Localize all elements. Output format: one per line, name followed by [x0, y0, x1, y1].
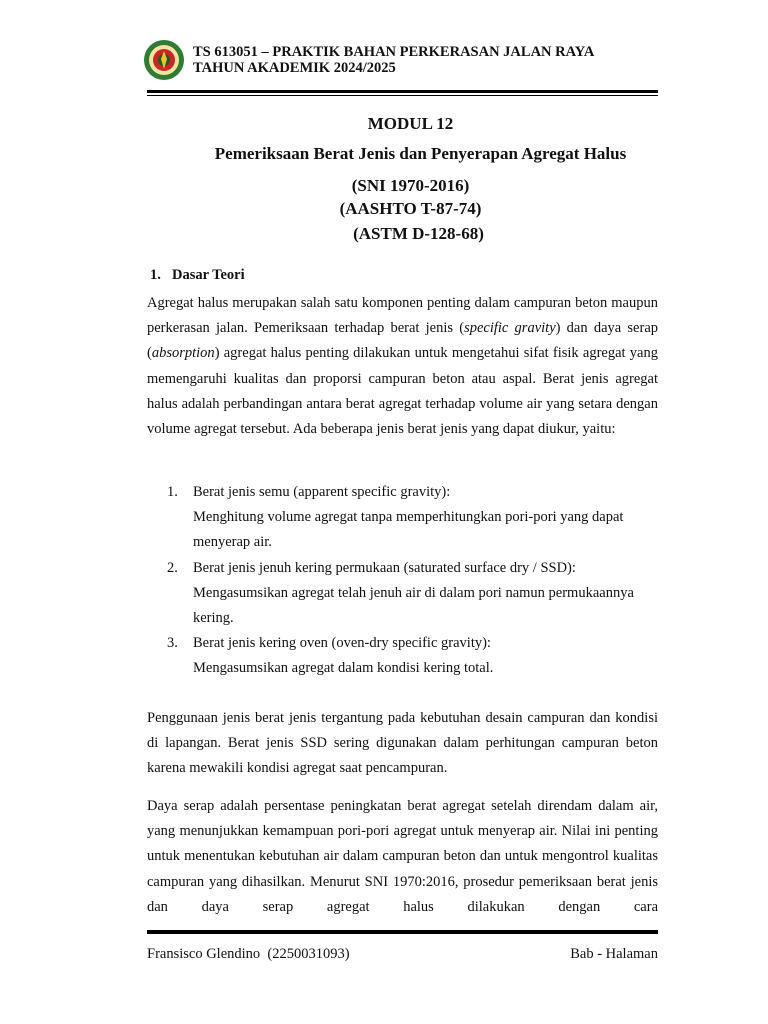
list-number: 2.	[167, 559, 178, 576]
theory-paragraph-1	[147, 291, 658, 442]
document-header	[143, 38, 658, 82]
module-title: Pemeriksaan Berat Jenis dan Penyerapan Agregat Halus	[214, 144, 627, 163]
section-number: 1.	[150, 267, 161, 283]
footer-author: Fransisco Glendino (2250031093)	[147, 946, 350, 962]
module-number: MODUL 12	[367, 114, 454, 133]
list-item	[167, 556, 658, 632]
list-item	[167, 631, 658, 681]
list-number: 3.	[167, 635, 178, 652]
list-item-title: Berat jenis semu (apparent specific gravity):	[193, 484, 451, 500]
list-item-desc: Mengasumsikan agregat telah jenuh air di dalam pori namun permukaannya kering.	[193, 584, 634, 627]
course-title: TS 613051 – PRAKTIK BAHAN PERKERASAN JALAN RAYA	[193, 44, 595, 60]
para1-text-c: ) dan daya serap (	[147, 320, 659, 362]
list-item	[167, 480, 658, 556]
para1-term-absorption: absorption	[151, 345, 215, 362]
list-item-desc: Menghitung volume agregat tanpa memperhitungkan pori-pori yang dapat menyerap air.	[193, 509, 624, 551]
footer-page: Bab - Halaman	[570, 946, 658, 962]
para1-text-e: ) agregat halus penting dilakukan untuk mengetahui sifat fisik agregat yang memengaruhi kualitas dan proporsi campuran beton atau aspal. Berat jenis agregat halus adalah perbandingan antara berat agregat terhadap volume air yang setara dengan volume agregat tersebut. Ada beberapa jenis berat jenis yang dapat diukur, yaitu:	[147, 345, 658, 438]
footer-rule	[147, 930, 658, 934]
header-rule-thin	[147, 95, 658, 96]
list-item-title: Berat jenis jenuh kering permukaan (saturated surface dry / SSD):	[193, 559, 576, 576]
academic-year: TAHUN AKADEMIK 2024/2025	[193, 60, 396, 76]
standard-astm: (ASTM D-128-68)	[353, 224, 484, 243]
specific-gravity-list	[167, 480, 658, 682]
para1-term-specific-gravity: specific gravity	[464, 320, 556, 337]
standard-aashto: (AASHTO T-87-74)	[339, 199, 482, 218]
list-item-desc: Mengasumsikan agregat dalam kondisi kering total.	[193, 660, 494, 677]
list-number: 1.	[167, 484, 178, 500]
header-text	[193, 44, 594, 76]
header-rule-thick	[147, 90, 658, 93]
university-logo-icon	[143, 39, 185, 81]
para1-text-a: Agregat halus merupakan salah satu komponen penting dalam campuran beton maupun perkerasan jalan. Pemeriksaan terhadap berat jenis (	[147, 295, 658, 337]
section-heading	[150, 267, 245, 284]
section-title: Dasar Teori	[172, 267, 245, 283]
list-item-title: Berat jenis kering oven (oven-dry specific gravity):	[193, 635, 491, 652]
standard-sni: (SNI 1970-2016)	[351, 176, 470, 195]
theory-paragraph-3: Daya serap adalah persentase peningkatan berat agregat setelah direndam dalam air, yang menunjukkan kemampuan pori-pori agregat untuk menyerap air. Nilai ini penting untuk menentukan kebutuhan air dalam campuran beton dan untuk mengontrol kualitas campuran yang dihasilkan. Menurut SNI 1970:2016, prosedur pemeriksaan berat jenis dan daya serap agregat halus dilakukan dengan cara	[147, 798, 658, 915]
theory-paragraph-2: Penggunaan jenis berat jenis tergantung pada kebutuhan desain campuran dan kondisi di lapangan. Berat jenis SSD sering digunakan dalam perhitungan campuran beton karena mewakili kondisi agregat saat pencampuran.	[147, 710, 658, 777]
